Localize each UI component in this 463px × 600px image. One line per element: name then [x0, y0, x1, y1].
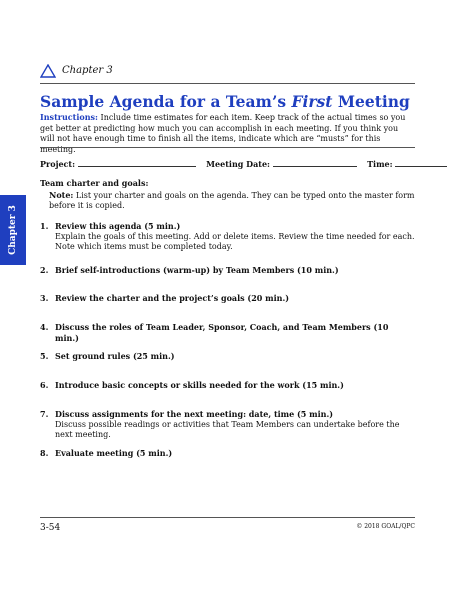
- project-label: Project:: [40, 159, 76, 169]
- item-description: Explain the goals of this meeting. Add or delete items. Review the time needed for each. Note which items must be completed today.: [55, 231, 415, 251]
- item-heading: Set ground rules (25 min.): [55, 351, 175, 361]
- title-text-end: Meeting: [332, 92, 410, 111]
- charter-section: [40, 178, 415, 212]
- time-field[interactable]: [395, 165, 447, 167]
- charter-heading: Team charter and goals:: [40, 178, 149, 188]
- chapter-label: Chapter 3: [62, 65, 113, 76]
- item-number: 7.: [40, 409, 49, 419]
- agenda-item: [40, 322, 415, 343]
- item-number: 6.: [40, 380, 49, 390]
- project-field[interactable]: [78, 165, 196, 167]
- agenda-item: [40, 265, 415, 276]
- note-text: List your charter and goals on the agenda. They can be typed onto the master form before it is copied.: [49, 190, 415, 210]
- chapter-side-tab: [0, 195, 26, 265]
- time-label: Time:: [367, 159, 393, 169]
- item-number: 5.: [40, 351, 49, 361]
- side-tab-label: Chapter 3: [8, 205, 18, 255]
- item-heading: Review this agenda (5 min.): [55, 221, 181, 231]
- instructions-label: Instructions:: [40, 112, 99, 122]
- instructions: [40, 112, 415, 155]
- agenda-item: [40, 293, 415, 304]
- header-divider: [40, 83, 415, 84]
- item-number: 1.: [40, 221, 49, 231]
- footer-divider: [40, 517, 415, 518]
- item-heading: Evaluate meeting (5 min.): [55, 448, 173, 458]
- note-label: Note:: [49, 189, 74, 200]
- agenda-item: [40, 351, 415, 362]
- item-heading: Discuss the roles of Team Leader, Sponsor, Coach, and Team Members (10 min.): [55, 322, 389, 343]
- item-heading: Introduce basic concepts or skills needed for the work (15 min.): [55, 380, 344, 390]
- triangle-icon: [40, 64, 56, 78]
- meeting-date-field[interactable]: [273, 165, 357, 167]
- item-heading: Review the charter and the project’s goals (20 min.): [55, 293, 290, 303]
- meeting-date-label: Meeting Date:: [206, 159, 270, 169]
- item-description: Discuss possible readings or activities that Team Members can undertake before the next meeting.: [55, 419, 400, 439]
- instructions-text: Include time estimates for each item. Keep track of the actual times so you get better at predicting how much you can accomplish in each meeting. If you think you will not have enough time to finish all the items, indicate which are “musts” for this meeting.: [40, 113, 406, 154]
- item-heading: Discuss assignments for the next meeting: date, time (5 min.): [55, 409, 334, 419]
- agenda-item: [40, 221, 415, 253]
- item-number: 8.: [40, 448, 49, 458]
- page-number: 3-54: [40, 523, 61, 533]
- charter-note: [40, 190, 415, 212]
- item-heading: Brief self-introductions (warm-up) by Team Members (10 min.): [55, 265, 339, 275]
- agenda-item: [40, 409, 415, 441]
- item-number: 2.: [40, 265, 49, 275]
- copyright: © 2018 GOAL/QPC: [356, 523, 415, 530]
- instructions-divider: [40, 147, 415, 148]
- item-number: 4.: [40, 322, 49, 332]
- item-number: 3.: [40, 293, 49, 303]
- meeting-fields: [40, 159, 415, 169]
- title-text: Sample Agenda for a Team’s: [40, 92, 292, 111]
- page-header: [40, 62, 415, 82]
- page-title: [40, 92, 410, 111]
- agenda-item: [40, 448, 415, 459]
- agenda-item: [40, 380, 415, 391]
- title-emphasis: First: [291, 92, 333, 111]
